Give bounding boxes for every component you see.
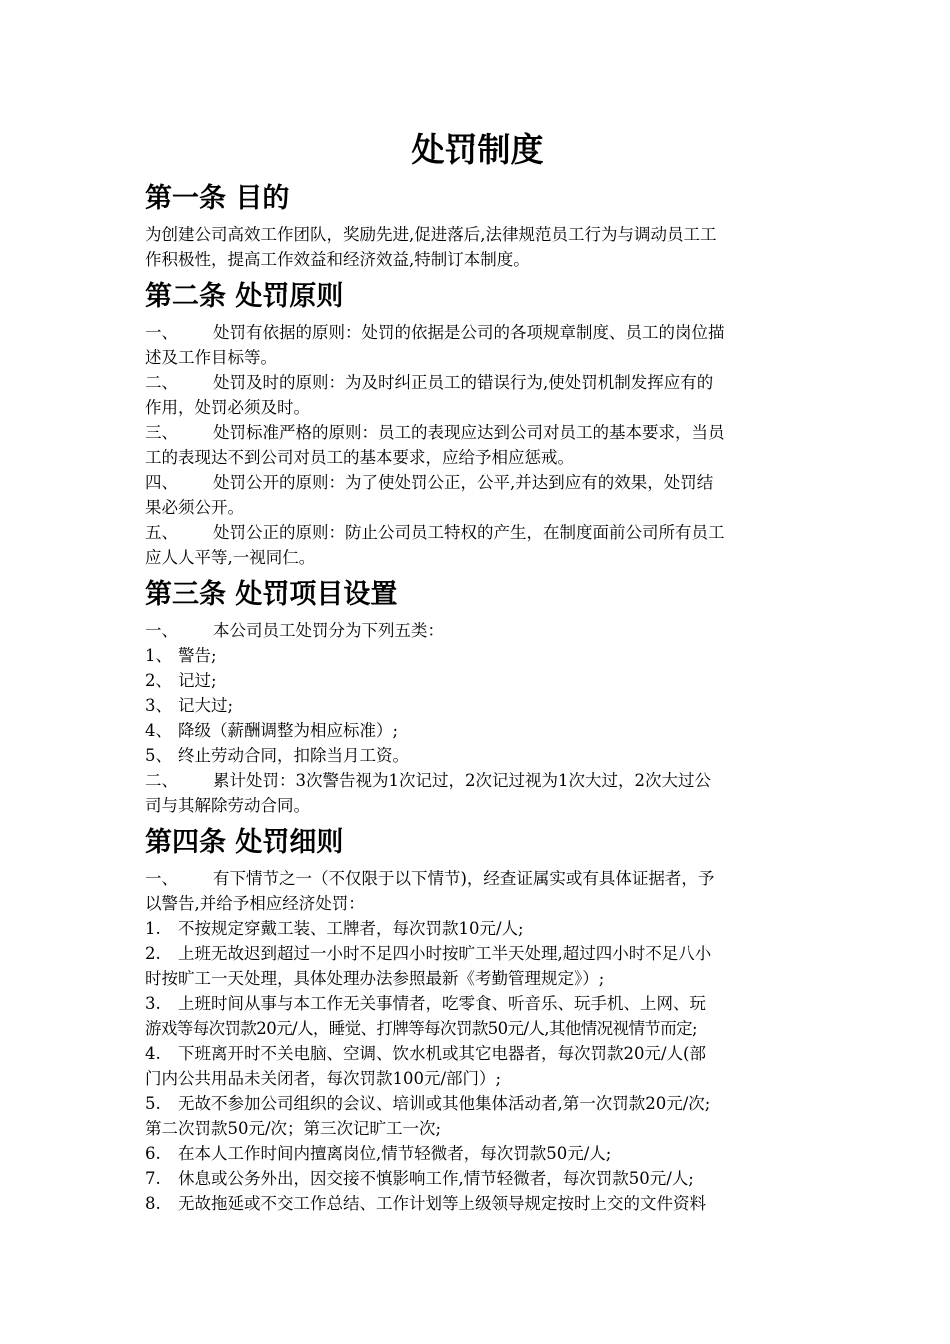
list-item	[145, 1091, 810, 1116]
item-number: 5、	[145, 746, 172, 765]
item-text: 记大过;	[178, 696, 234, 715]
item-text: 处罚公正的原则：防止公司员工特权的产生，在制度面前公司所有员工	[213, 523, 725, 542]
item-number: 五、	[145, 523, 178, 542]
item-text: 无故不参加公司组织的会议、培训或其他集体活动者,第一次罚款20元/次;	[178, 1094, 711, 1113]
item-text: 门内公共用品未关闭者，每次罚款100元/部门）;	[145, 1069, 502, 1088]
item-text: 处罚标准严格的原则：员工的表现应达到公司对员工的基本要求，当员	[213, 423, 725, 442]
item-text: 记过;	[178, 671, 217, 690]
item-text: 本公司员工处罚分为下列五类：	[213, 621, 444, 640]
item-number: 1、	[145, 646, 172, 665]
item-text: 处罚有依据的原则：处罚的依据是公司的各项规章制度、员工的岗位描	[213, 323, 725, 342]
item-text: 上班时间从事与本工作无关事情者，吃零食、听音乐、玩手机、上网、玩	[178, 994, 706, 1013]
item-number: 5.	[145, 1094, 161, 1113]
list-item	[145, 1141, 810, 1166]
paragraph-line: 为创建公司高效工作团队，奖励先进,促进落后,法律规范员工行为与调动员工工	[145, 225, 717, 244]
item-number: 2、	[145, 671, 172, 690]
item-number: 一、	[145, 323, 178, 342]
item-text: 在本人工作时间内擅离岗位,情节轻微者，每次罚款50元/人;	[178, 1144, 612, 1163]
item-number: 二、	[145, 373, 178, 392]
item-text: 第二次罚款50元/次；第三次记旷工一次;	[145, 1119, 442, 1138]
list-item	[145, 1041, 810, 1066]
section-purpose	[145, 180, 810, 272]
list-item	[145, 941, 810, 966]
list-item	[145, 718, 810, 743]
list-item	[145, 420, 810, 470]
item-number: 4.	[145, 1044, 161, 1063]
item-text: 累计处罚：3次警告视为1次记过，2次记过视为1次大过，2次大过公	[213, 771, 711, 790]
item-text: 休息或公务外出，因交接不慎影响工作,情节轻微者，每次罚款50元/人;	[178, 1169, 694, 1188]
item-number: 2.	[145, 944, 161, 963]
item-number: 一、	[145, 621, 178, 640]
item-text: 述及工作目标等。	[145, 348, 277, 367]
list-item	[145, 743, 810, 768]
item-number: 3.	[145, 994, 161, 1013]
item-number: 1.	[145, 919, 161, 938]
item-text: 处罚及时的原则：为及时纠正员工的错误行为,使处罚机制发挥应有的	[213, 373, 714, 392]
item-number: 一、	[145, 869, 178, 888]
paragraph-line: 作积极性，提高工作效益和经济效益,特制订本制度。	[145, 250, 530, 269]
list-item	[145, 370, 810, 420]
section-heading: 第二条 处罚原则	[145, 281, 344, 312]
section-penalty-rules	[145, 824, 810, 1216]
item-number: 4、	[145, 721, 172, 740]
document-page	[145, 128, 810, 1216]
item-text: 无故拖延或不交工作总结、工作计划等上级领导规定按时上交的文件资料	[178, 1194, 706, 1213]
section-heading: 第四条 处罚细则	[145, 827, 344, 858]
list-item	[145, 470, 810, 520]
list-item	[145, 916, 810, 941]
section-heading: 第三条 处罚项目设置	[145, 579, 398, 610]
item-text: 工的表现达不到公司对员工的基本要求，应给予相应惩戒。	[145, 448, 574, 467]
list-item	[145, 643, 810, 668]
list-item	[145, 991, 810, 1016]
item-number: 3、	[145, 696, 172, 715]
item-text: 处罚公开的原则：为了使处罚公正，公平,并达到应有的效果，处罚结	[213, 473, 714, 492]
list-item	[145, 520, 810, 570]
item-text: 时按旷工一天处理，具体处理办法参照最新《考勤管理规定》）;	[145, 969, 605, 988]
item-number: 6.	[145, 1144, 161, 1163]
item-number: 二、	[145, 771, 178, 790]
item-text: 终止劳动合同，扣除当月工资。	[178, 746, 409, 765]
list-item	[145, 668, 810, 693]
item-text: 司与其解除劳动合同。	[145, 796, 310, 815]
list-item	[145, 320, 810, 370]
item-number: 三、	[145, 423, 178, 442]
section-penalty-types	[145, 576, 810, 818]
list-item	[145, 1191, 810, 1216]
item-number: 8.	[145, 1194, 161, 1213]
item-text: 游戏等每次罚款20元/人，睡觉、打牌等每次罚款50元/人,其他情况视情节而定;	[145, 1019, 698, 1038]
item-text: 应人人平等,一视同仁。	[145, 548, 316, 567]
item-text: 以警告,并给予相应经济处罚：	[145, 894, 365, 913]
item-text: 警告;	[178, 646, 217, 665]
item-text: 作用，处罚必须及时。	[145, 398, 310, 417]
document-title: 处罚制度	[411, 130, 544, 169]
list-item	[145, 693, 810, 718]
item-number: 7.	[145, 1169, 161, 1188]
section-principles	[145, 278, 810, 570]
item-text: 上班无故迟到超过一小时不足四小时按旷工半天处理,超过四小时不足八小	[178, 944, 712, 963]
list-item	[145, 1166, 810, 1191]
item-number: 四、	[145, 473, 178, 492]
item-text: 果必须公开。	[145, 498, 244, 517]
item-text: 有下情节之一（不仅限于以下情节)，经查证属实或有具体证据者，予	[213, 869, 715, 888]
item-text: 降级（薪酬调整为相应标准）;	[178, 721, 399, 740]
section-heading: 第一条 目的	[145, 183, 290, 214]
item-text: 不按规定穿戴工装、工牌者，每次罚款10元/人;	[178, 919, 524, 938]
item-text: 下班离开时不关电脑、空调、饮水机或其它电器者，每次罚款20元/人(部	[178, 1044, 706, 1063]
